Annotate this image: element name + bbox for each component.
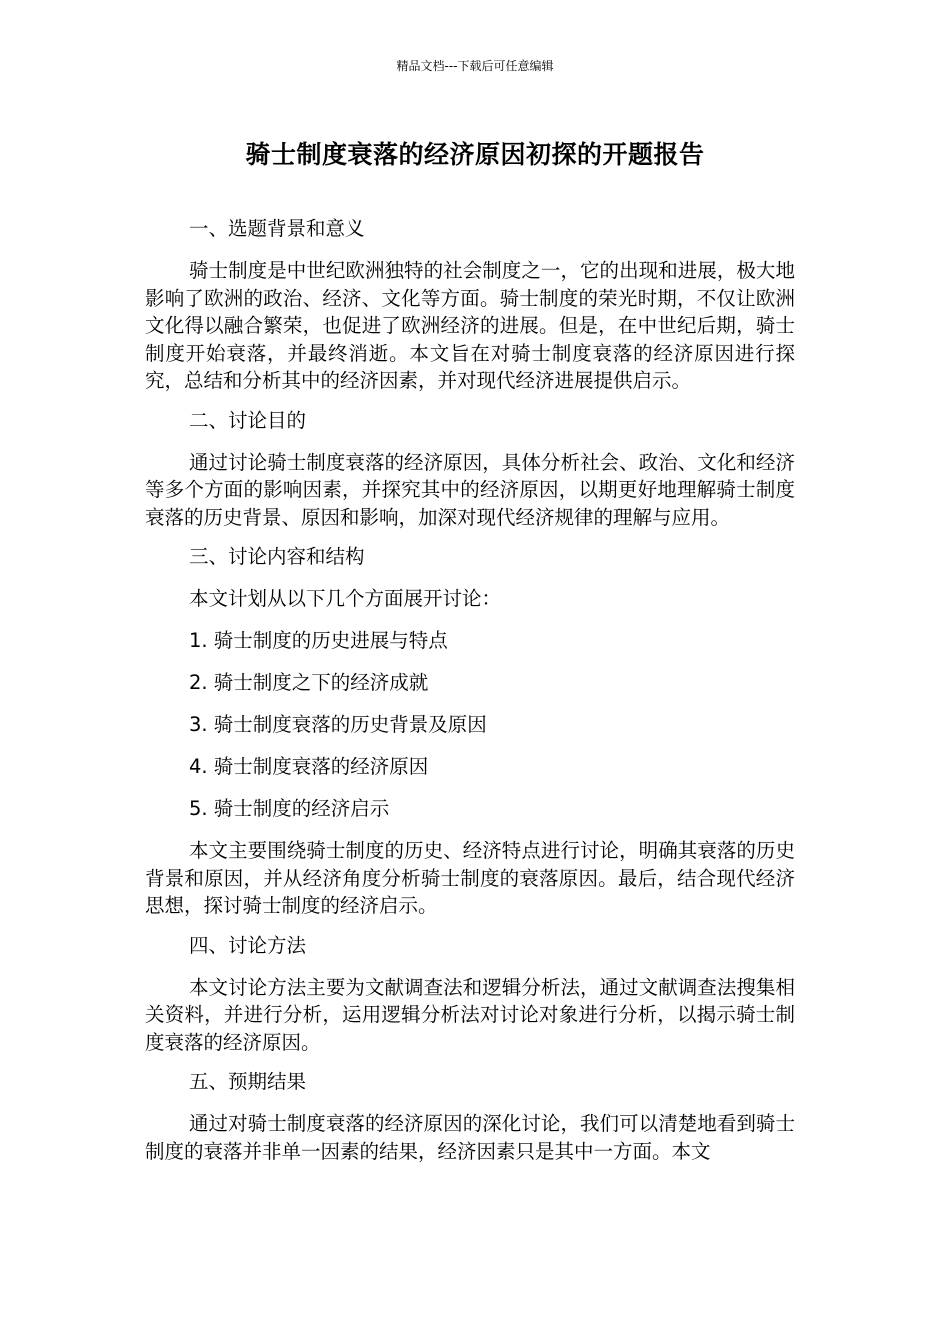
section-paragraph: 通过对骑士制度衰落的经济原因的深化讨论，我们可以清楚地看到骑士制度的衰落并非单一因素的结果，经济因素只是其中一方面。本文 [145,1112,795,1163]
document-title: 骑士制度衰落的经济原因初探的开题报告 [245,140,705,169]
document-body [145,215,795,1177]
section-paragraph: 骑士制度是中世纪欧洲独特的社会制度之一，它的出现和进展，极大地影响了欧洲的政治、经济、文化等方面。骑士制度的荣光时期，不仅让欧洲文化得以融合繁荣，也促进了欧洲经济的进展。但是，在中世纪后期，骑士制度开始衰落，并最终消逝。本文旨在对骑士制度衰落的经济原因进行探究，总结和分析其中的经济因素，并对现代经济进展提供启示。 [145,259,795,392]
list-item: 3. 骑士制度衰落的历史背景及原因 [189,713,487,736]
section-heading: 五、预期结果 [189,1070,307,1093]
section-paragraph: 本文主要围绕骑士制度的历史、经济特点进行讨论，明确其衰落的历史背景和原因，并从经济角度分析骑士制度的衰落原因。最后，结合现代经济思想，探讨骑士制度的经济启示。 [145,839,795,917]
list-item: 4. 骑士制度衰落的经济原因 [189,755,429,778]
page-header: 精品文档---下载后可任意编辑 [396,59,554,73]
section-heading: 二、讨论目的 [189,408,307,432]
section-heading: 三、讨论内容和结构 [189,545,365,568]
list-item: 1. 骑士制度的历史进展与特点 [189,629,448,652]
section-heading: 四、讨论方法 [189,933,307,957]
section-heading: 一、选题背景和意义 [189,217,365,240]
section-paragraph: 本文讨论方法主要为文献调查法和逻辑分析法，通过文献调查法搜集相关资料，并进行分析，运用逻辑分析法对讨论对象进行分析，以揭示骑士制度衰落的经济原因。 [145,975,795,1054]
list-item: 5. 骑士制度的经济启示 [189,797,390,820]
list-item: 2. 骑士制度之下的经济成就 [189,671,429,694]
section-paragraph: 通过讨论骑士制度衰落的经济原因，具体分析社会、政治、文化和经济等多个方面的影响因素，并探究其中的经济原因，以期更好地理解骑士制度衰落的历史背景、原因和影响，加深对现代经济规律的理解与应用。 [145,450,795,529]
section-lead: 本文计划从以下几个方面展开讨论： [189,587,502,610]
